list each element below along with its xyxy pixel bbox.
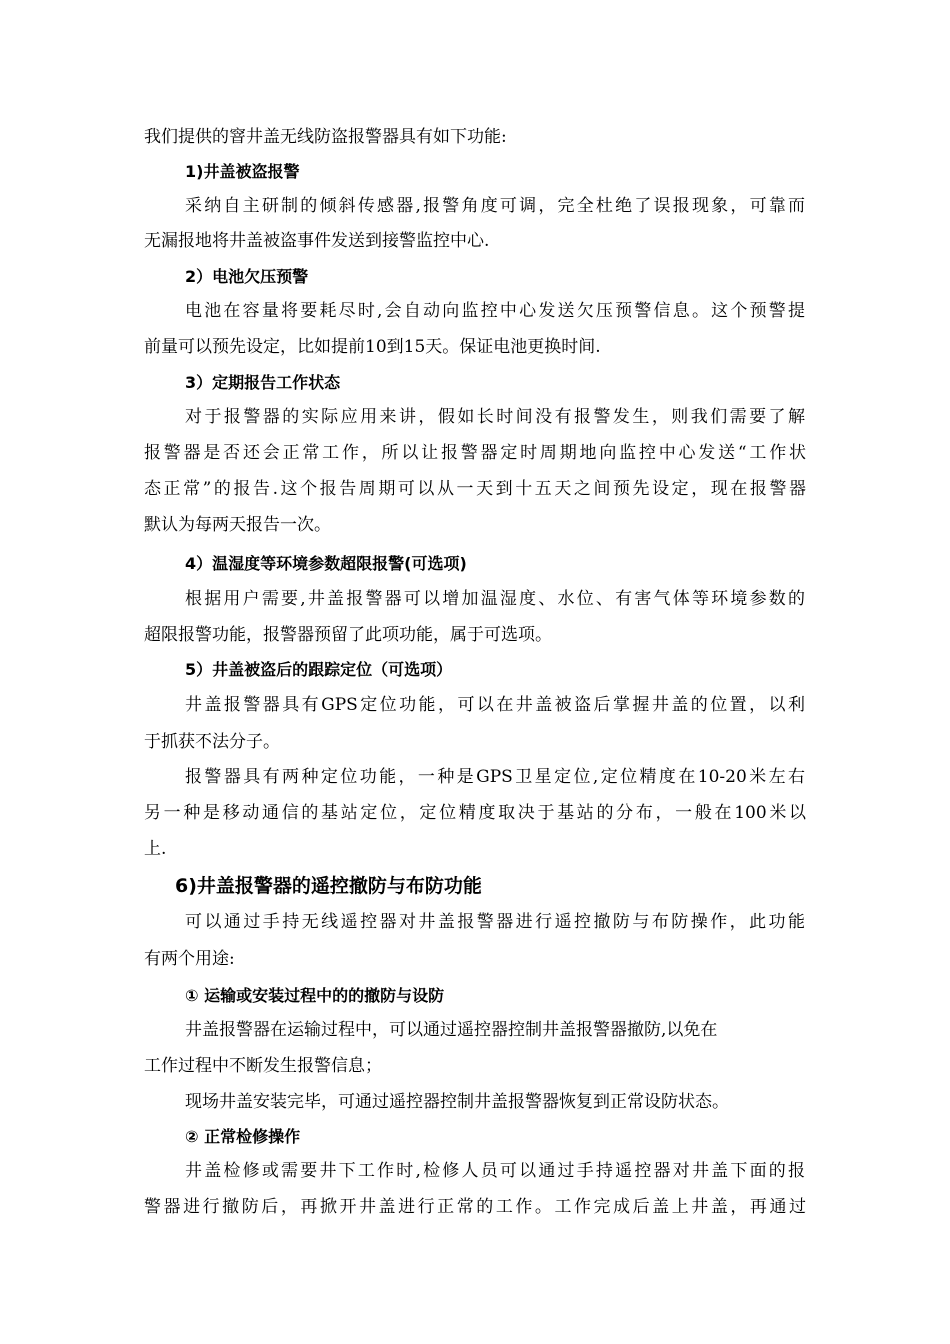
body-line: 井盖报警器在运输过程中，可以通过遥控器控制井盖报警器撤防,以免在 xyxy=(185,1020,718,1040)
body-line: 采纳自主研制的倾斜传感器,报警角度可调，完全杜绝了误报现象，可靠而 xyxy=(185,196,805,216)
subsection-heading-1: ① 运输或安装过程中的的撤防与设防 xyxy=(185,986,445,1005)
body-line: 无漏报地将井盖被盗事件发送到接警监控中心. xyxy=(144,231,490,251)
body-line: 上. xyxy=(144,839,167,859)
section-heading-5: 5）井盖被盗后的跟踪定位（可选项） xyxy=(185,660,453,679)
section-heading-3: 3）定期报告工作状态 xyxy=(185,373,341,392)
body-line: 前量可以预先设定，比如提前10到15天。保证电池更换时间. xyxy=(144,337,601,357)
intro-line: 我们提供的窨井盖无线防盗报警器具有如下功能: xyxy=(144,127,507,147)
section-heading-2: 2）电池欠压预警 xyxy=(185,267,309,286)
subsection-heading-2: ② 正常检修操作 xyxy=(185,1127,301,1146)
body-line: 现场井盖安装完毕，可通过遥控器控制井盖报警器恢复到正常设防状态。 xyxy=(185,1092,729,1112)
body-line: 警器进行撤防后，再掀开井盖进行正常的工作。工作完成后盖上井盖，再通过 xyxy=(144,1197,806,1217)
section-heading-6: 6)井盖报警器的遥控撤防与布防功能 xyxy=(175,875,482,897)
body-line: 报警器具有两种定位功能，一种是GPS卫星定位,定位精度在10-20米左右 xyxy=(185,767,805,787)
body-line: 报警器是否还会正常工作，所以让报警器定时周期地向监控中心发送“工作状 xyxy=(144,443,806,463)
body-line: 井盖报警器具有GPS定位功能，可以在井盖被盗后掌握井盖的位置，以利 xyxy=(185,695,805,715)
body-line: 工作过程中不断发生报警信息； xyxy=(144,1056,382,1076)
body-line: 超限报警功能，报警器预留了此项功能，属于可选项。 xyxy=(144,625,552,645)
body-line: 态正常”的报告.这个报告周期可以从一天到十五天之间预先设定，现在报警器 xyxy=(144,479,806,499)
body-line: 可以通过手持无线遥控器对井盖报警器进行遥控撤防与布防操作，此功能 xyxy=(185,912,805,932)
section-heading-4: 4）温湿度等环境参数超限报警(可选项) xyxy=(185,554,467,573)
body-line: 另一种是移动通信的基站定位，定位精度取决于基站的分布，一般在100米以 xyxy=(144,803,806,823)
body-line: 对于报警器的实际应用来讲，假如长时间没有报警发生，则我们需要了解 xyxy=(185,407,805,427)
section-heading-1: 1)井盖被盗报警 xyxy=(185,162,300,181)
body-line: 默认为每两天报告一次。 xyxy=(144,515,331,535)
body-line: 有两个用途: xyxy=(144,949,235,969)
body-line: 井盖检修或需要井下工作时,检修人员可以通过手持遥控器对井盖下面的报 xyxy=(185,1161,805,1181)
body-line: 电池在容量将要耗尽时,会自动向监控中心发送欠压预警信息。这个预警提 xyxy=(185,301,805,321)
body-line: 于抓获不法分子。 xyxy=(144,732,280,752)
body-line: 根据用户需要,井盖报警器可以增加温湿度、水位、有害气体等环境参数的 xyxy=(185,589,805,609)
